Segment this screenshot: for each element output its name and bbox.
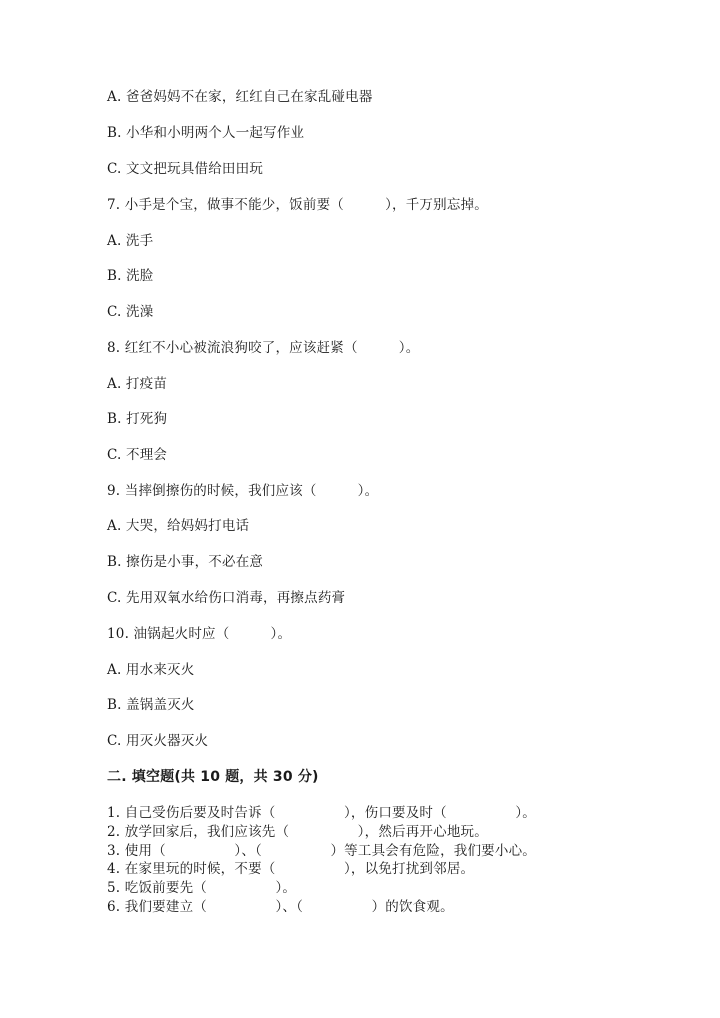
fill-question-2: 2. 放学回家后，我们应该先（ ），然后再开心地玩。 <box>107 824 488 840</box>
option-line: B. 盖锅盖灭火 <box>107 697 195 713</box>
option-line: C. 洗澡 <box>107 304 154 320</box>
option-line: A. 大哭，给妈妈打电话 <box>107 518 250 534</box>
option-line: C. 用灭火器灭火 <box>107 733 209 749</box>
fill-question-5: 5. 吃饭前要先（ ）。 <box>107 880 297 896</box>
fill-question-4: 4. 在家里玩的时候，不要（ ），以免打扰到邻居。 <box>107 861 475 877</box>
fill-question-6: 6. 我们要建立（ ）、（ ）的饮食观。 <box>107 899 454 915</box>
option-line: C. 先用双氧水给伤口消毒，再擦点药膏 <box>107 590 346 606</box>
question-7: 7. 小手是个宝，做事不能少，饭前要（ ），千万别忘掉。 <box>107 197 488 213</box>
option-line: C. 不理会 <box>107 447 168 463</box>
option-line: A. 爸爸妈妈不在家，红红自己在家乱碰电器 <box>107 89 373 105</box>
option-line: B. 洗脸 <box>107 268 154 284</box>
option-line: A. 用水来灭火 <box>107 662 195 678</box>
question-8: 8. 红红不小心被流浪狗咬了，应该赶紧（ ）。 <box>107 340 420 356</box>
option-line: A. 打疫苗 <box>107 376 168 392</box>
option-line: B. 小华和小明两个人一起写作业 <box>107 125 305 141</box>
fill-question-1: 1. 自己受伤后要及时告诉（ ），伤口要及时（ ）。 <box>107 805 536 821</box>
question-9: 9. 当摔倒擦伤的时候，我们应该（ ）。 <box>107 483 379 499</box>
option-line: C. 文文把玩具借给田田玩 <box>107 161 264 177</box>
fill-question-3: 3. 使用（ ）、（ ）等工具会有危险，我们要小心。 <box>107 843 536 859</box>
option-line: B. 打死狗 <box>107 411 168 427</box>
option-line: B. 擦伤是小事，不必在意 <box>107 554 264 570</box>
option-line: A. 洗手 <box>107 233 154 249</box>
section-heading: 二. 填空题(共 10 题，共 30 分) <box>107 769 319 785</box>
question-10: 10. 油锅起火时应（ ）。 <box>107 626 292 642</box>
